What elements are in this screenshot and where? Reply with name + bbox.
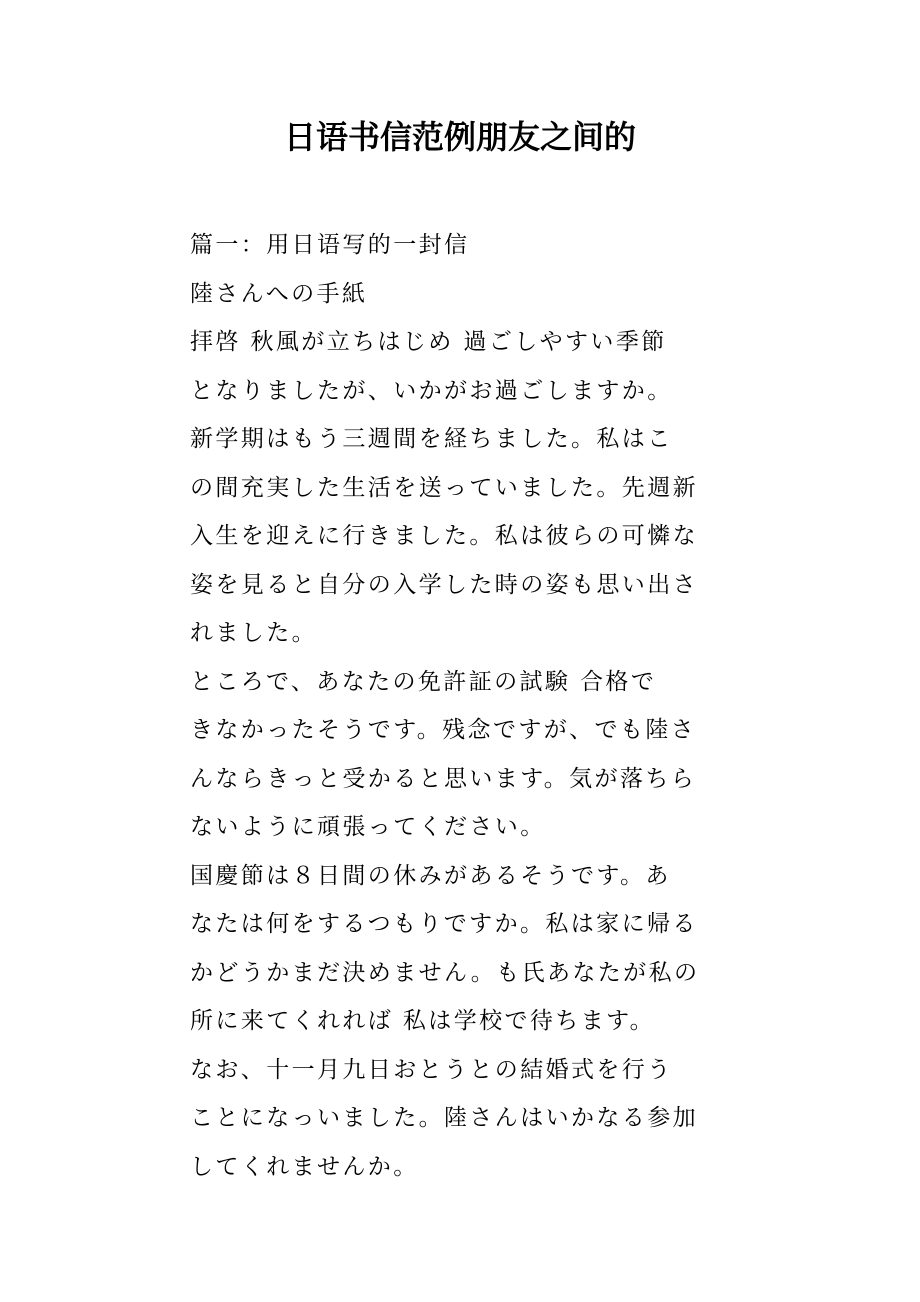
text-line: んならきっと受かると思います。気が落ちら xyxy=(190,765,697,792)
text-line: 入生を迎えに行きました。私は彼らの可憐な xyxy=(190,523,698,549)
text-line: ないように頑張ってください。 xyxy=(190,814,546,840)
text-line: れました。 xyxy=(190,620,317,646)
letter-body xyxy=(190,221,700,1191)
text-line: 陸さんへの手紙 xyxy=(190,280,368,307)
text-line: 拝啓 秋風が立ちはじめ 過ごしやすい季節 xyxy=(190,329,667,355)
text-line: 姿を見ると自分の入学した時の姿も思い出さ xyxy=(190,571,698,598)
document-title: 日语书信范例朋友之间的 xyxy=(283,118,636,156)
text-line: ことになっいました。陸さんはいかなる参加 xyxy=(190,1105,698,1131)
text-line: 篇一：用日语写的一封信 xyxy=(190,232,470,258)
text-line: かどうかまだ決めません。も氏あなたが私の xyxy=(190,959,700,986)
text-line: してくれませんか。 xyxy=(190,1153,419,1180)
text-line: きなかったそうです。残念ですが、でも陸さ xyxy=(190,717,697,743)
text-line: なたは何をするつもりですか。私は家に帰る xyxy=(190,911,698,937)
text-line: なお、十一月九日おとうとの結婚式を行う xyxy=(190,1056,673,1083)
text-line: ところで、あなたの免許証の試験 合格で xyxy=(190,668,657,695)
text-line: 所に来てくれれば 私は学校で待ちます。 xyxy=(190,1008,656,1034)
text-line: 国慶節は８日間の休みがあるそうです。あ xyxy=(190,862,671,889)
text-line: の間充実した生活を送っていました。先週新 xyxy=(190,474,698,501)
text-line: となりましたが、いかがお過ごしますか。 xyxy=(190,377,673,404)
text-line: 新学期はもう三週間を経ちました。私はこ xyxy=(190,426,673,452)
